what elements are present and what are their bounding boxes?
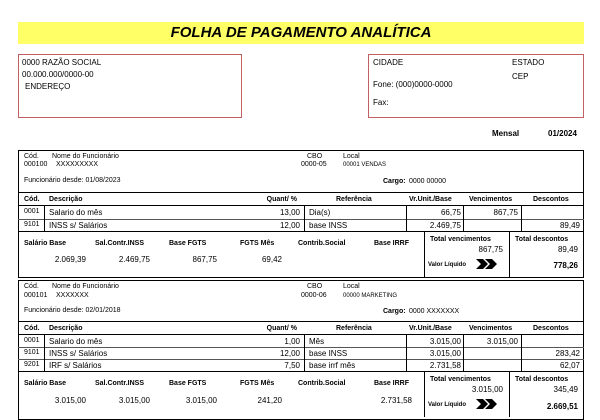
label-total-desc: Total descontos xyxy=(515,236,569,243)
employee-code: 000101 xyxy=(24,292,48,299)
local-label: Local xyxy=(343,283,360,290)
divider xyxy=(18,359,584,360)
row-quant: 13,00 xyxy=(279,208,300,217)
col-descontos: Descontos xyxy=(533,325,569,332)
value-salario-base: 2.069,39 xyxy=(54,255,86,264)
row-cod: 9101 xyxy=(24,349,40,356)
col-vr-unit: Vr.Unit./Base xyxy=(409,196,452,203)
double-arrow-icon xyxy=(476,259,498,269)
row-cod: 9101 xyxy=(24,221,40,228)
col-cod: Cód. xyxy=(24,196,40,203)
divider xyxy=(44,334,45,371)
row-desc: Salario do mês xyxy=(49,208,103,217)
employee-local: 00001 VENDAS xyxy=(343,162,387,168)
row-ref: base irrf mês xyxy=(309,361,356,370)
row-venc: 867,75 xyxy=(493,208,518,217)
label-base-fgts: Base FGTS xyxy=(169,380,207,387)
company-address: ENDEREÇO xyxy=(25,82,71,91)
row-ref: base INSS xyxy=(309,221,348,230)
col-quant: Quant/ % xyxy=(266,325,297,332)
label-base-irrf: Base IRRF xyxy=(374,240,410,247)
label-sal-contr: Sal.Contr.INSS xyxy=(95,240,145,247)
value-fgts-mes: 69,42 xyxy=(261,255,282,264)
row-desc: Salario do mês xyxy=(49,337,103,346)
row-cod: 9201 xyxy=(24,361,40,368)
cbo-label: CBO xyxy=(307,283,323,290)
value-total-desc: 89,49 xyxy=(557,245,578,254)
row-quant: 7,50 xyxy=(284,361,300,370)
col-vr-unit: Vr.Unit./Base xyxy=(409,325,452,332)
label-sal-contr: Sal.Contr.INSS xyxy=(95,380,145,387)
employee-local: 00000 MARKETING xyxy=(343,293,398,299)
label-fgts-mes: FGTS Mês xyxy=(240,240,275,247)
divider xyxy=(44,205,45,231)
row-quant: 1,00 xyxy=(284,337,300,346)
value-sal-contr: 2.469,75 xyxy=(118,255,150,264)
company-state: ESTADO xyxy=(512,58,545,67)
label-contrib-social: Contrib.Social xyxy=(298,380,346,387)
row-ref: Mês xyxy=(309,337,325,346)
title-bar xyxy=(18,22,584,44)
label-fgts-mes: FGTS Mês xyxy=(240,380,275,387)
col-descontos: Descontos xyxy=(533,196,569,203)
row-desc: INSS s/ Salários xyxy=(49,221,108,230)
divider xyxy=(18,334,584,335)
label-valor-liquido: Valor Líquido xyxy=(428,402,467,408)
row-vr: 3.015,00 xyxy=(429,349,461,358)
value-total-desc: 345,49 xyxy=(553,385,578,394)
row-ref: base INSS xyxy=(309,349,348,358)
divider xyxy=(18,321,584,322)
double-arrow-icon xyxy=(476,399,498,409)
col-descricao: Descrição xyxy=(49,325,83,332)
code-label: Cód. xyxy=(24,153,39,160)
label-total-venc: Total vencimentos xyxy=(430,376,491,383)
col-quant: Quant/ % xyxy=(266,196,297,203)
label-total-desc: Total descontos xyxy=(515,376,569,383)
name-label: Nome do Funcionário xyxy=(52,283,119,290)
row-quant: 12,00 xyxy=(279,221,300,230)
company-fax: Fax: xyxy=(373,98,389,107)
employee-cbo: 0000-05 xyxy=(301,161,327,168)
row-desc: INSS s/ Salários xyxy=(49,349,108,358)
row-ref: Dia(s) xyxy=(309,208,331,217)
period-value: 01/2024 xyxy=(548,129,577,138)
divider xyxy=(18,219,584,220)
divider xyxy=(18,205,584,206)
value-total-venc: 867,75 xyxy=(478,245,503,254)
row-vr: 66,75 xyxy=(440,208,461,217)
divider xyxy=(18,347,584,348)
label-contrib-social: Contrib.Social xyxy=(298,240,346,247)
employee-since: Funcionário desde: 01/08/2023 xyxy=(24,177,121,184)
employee-code: 000100 xyxy=(24,161,48,168)
employee-name: XXXXXXXXX xyxy=(56,161,99,168)
page-title: FOLHA DE PAGAMENTO ANALÍTICA xyxy=(170,24,432,41)
divider xyxy=(509,372,510,417)
company-phone: Fone: (000)0000-0000 xyxy=(373,80,453,89)
label-salario-base: Salário Base xyxy=(24,240,67,247)
value-liquido: 2.669,51 xyxy=(546,402,578,411)
employee-cbo: 0000-06 xyxy=(301,292,327,299)
row-descv: 283,42 xyxy=(555,349,580,358)
divider xyxy=(304,334,305,371)
row-vr: 2.731,58 xyxy=(429,361,461,370)
value-fgts-mes: 241,20 xyxy=(257,396,282,405)
local-label: Local xyxy=(343,153,360,160)
row-vr: 2.469,75 xyxy=(429,221,461,230)
row-desc: IRF s/ Salários xyxy=(49,361,102,370)
employee-since: Funcionário desde: 02/01/2018 xyxy=(24,307,121,314)
cargo-label: Cargo: xyxy=(383,308,406,315)
label-base-irrf: Base IRRF xyxy=(374,380,410,387)
value-salario-base: 3.015,00 xyxy=(54,396,86,405)
value-base-fgts: 867,75 xyxy=(192,255,217,264)
code-label: Cód. xyxy=(24,283,39,290)
col-cod: Cód. xyxy=(24,325,40,332)
company-zip: CEP xyxy=(512,72,529,81)
col-vencimentos: Vencimentos xyxy=(469,325,513,332)
col-vencimentos: Vencimentos xyxy=(469,196,513,203)
value-liquido: 778,26 xyxy=(553,261,578,270)
label-valor-liquido: Valor Líquido xyxy=(428,262,467,268)
company-name: 0000 RAZÃO SOCIAL xyxy=(22,58,102,67)
period-label: Mensal xyxy=(492,129,520,138)
divider xyxy=(18,231,584,232)
value-sal-contr: 3.015,00 xyxy=(118,396,150,405)
employee-name: XXXXXXX xyxy=(56,292,89,299)
divider xyxy=(18,371,584,372)
employee-cargo: 0000 00000 xyxy=(409,178,446,185)
divider xyxy=(18,192,584,193)
col-referencia: Referência xyxy=(336,196,372,203)
row-cod: 0001 xyxy=(24,208,40,215)
divider xyxy=(424,372,425,417)
company-city: CIDADE xyxy=(373,58,404,67)
col-referencia: Referência xyxy=(336,325,372,332)
row-descv: 62,07 xyxy=(559,361,580,370)
row-quant: 12,00 xyxy=(279,349,300,358)
value-base-irrf: 2.731,58 xyxy=(380,396,412,405)
divider xyxy=(509,232,510,278)
value-total-venc: 3.015,00 xyxy=(471,385,503,394)
company-cnpj: 00.000.000/0000-00 xyxy=(22,70,94,79)
divider xyxy=(424,232,425,278)
row-vr: 3.015,00 xyxy=(429,337,461,346)
label-base-fgts: Base FGTS xyxy=(169,240,207,247)
label-total-venc: Total vencimentos xyxy=(430,236,491,243)
label-salario-base: Salário Base xyxy=(24,380,67,387)
value-base-fgts: 3.015,00 xyxy=(185,396,217,405)
name-label: Nome do Funcionário xyxy=(52,153,119,160)
row-cod: 0001 xyxy=(24,337,40,344)
row-descv: 89,49 xyxy=(559,221,580,230)
row-venc: 3.015,00 xyxy=(486,337,518,346)
cargo-label: Cargo: xyxy=(383,178,406,185)
divider xyxy=(304,205,305,231)
col-descricao: Descrição xyxy=(49,196,83,203)
employee-cargo: 0000 XXXXXXX xyxy=(409,308,460,315)
cbo-label: CBO xyxy=(307,153,323,160)
